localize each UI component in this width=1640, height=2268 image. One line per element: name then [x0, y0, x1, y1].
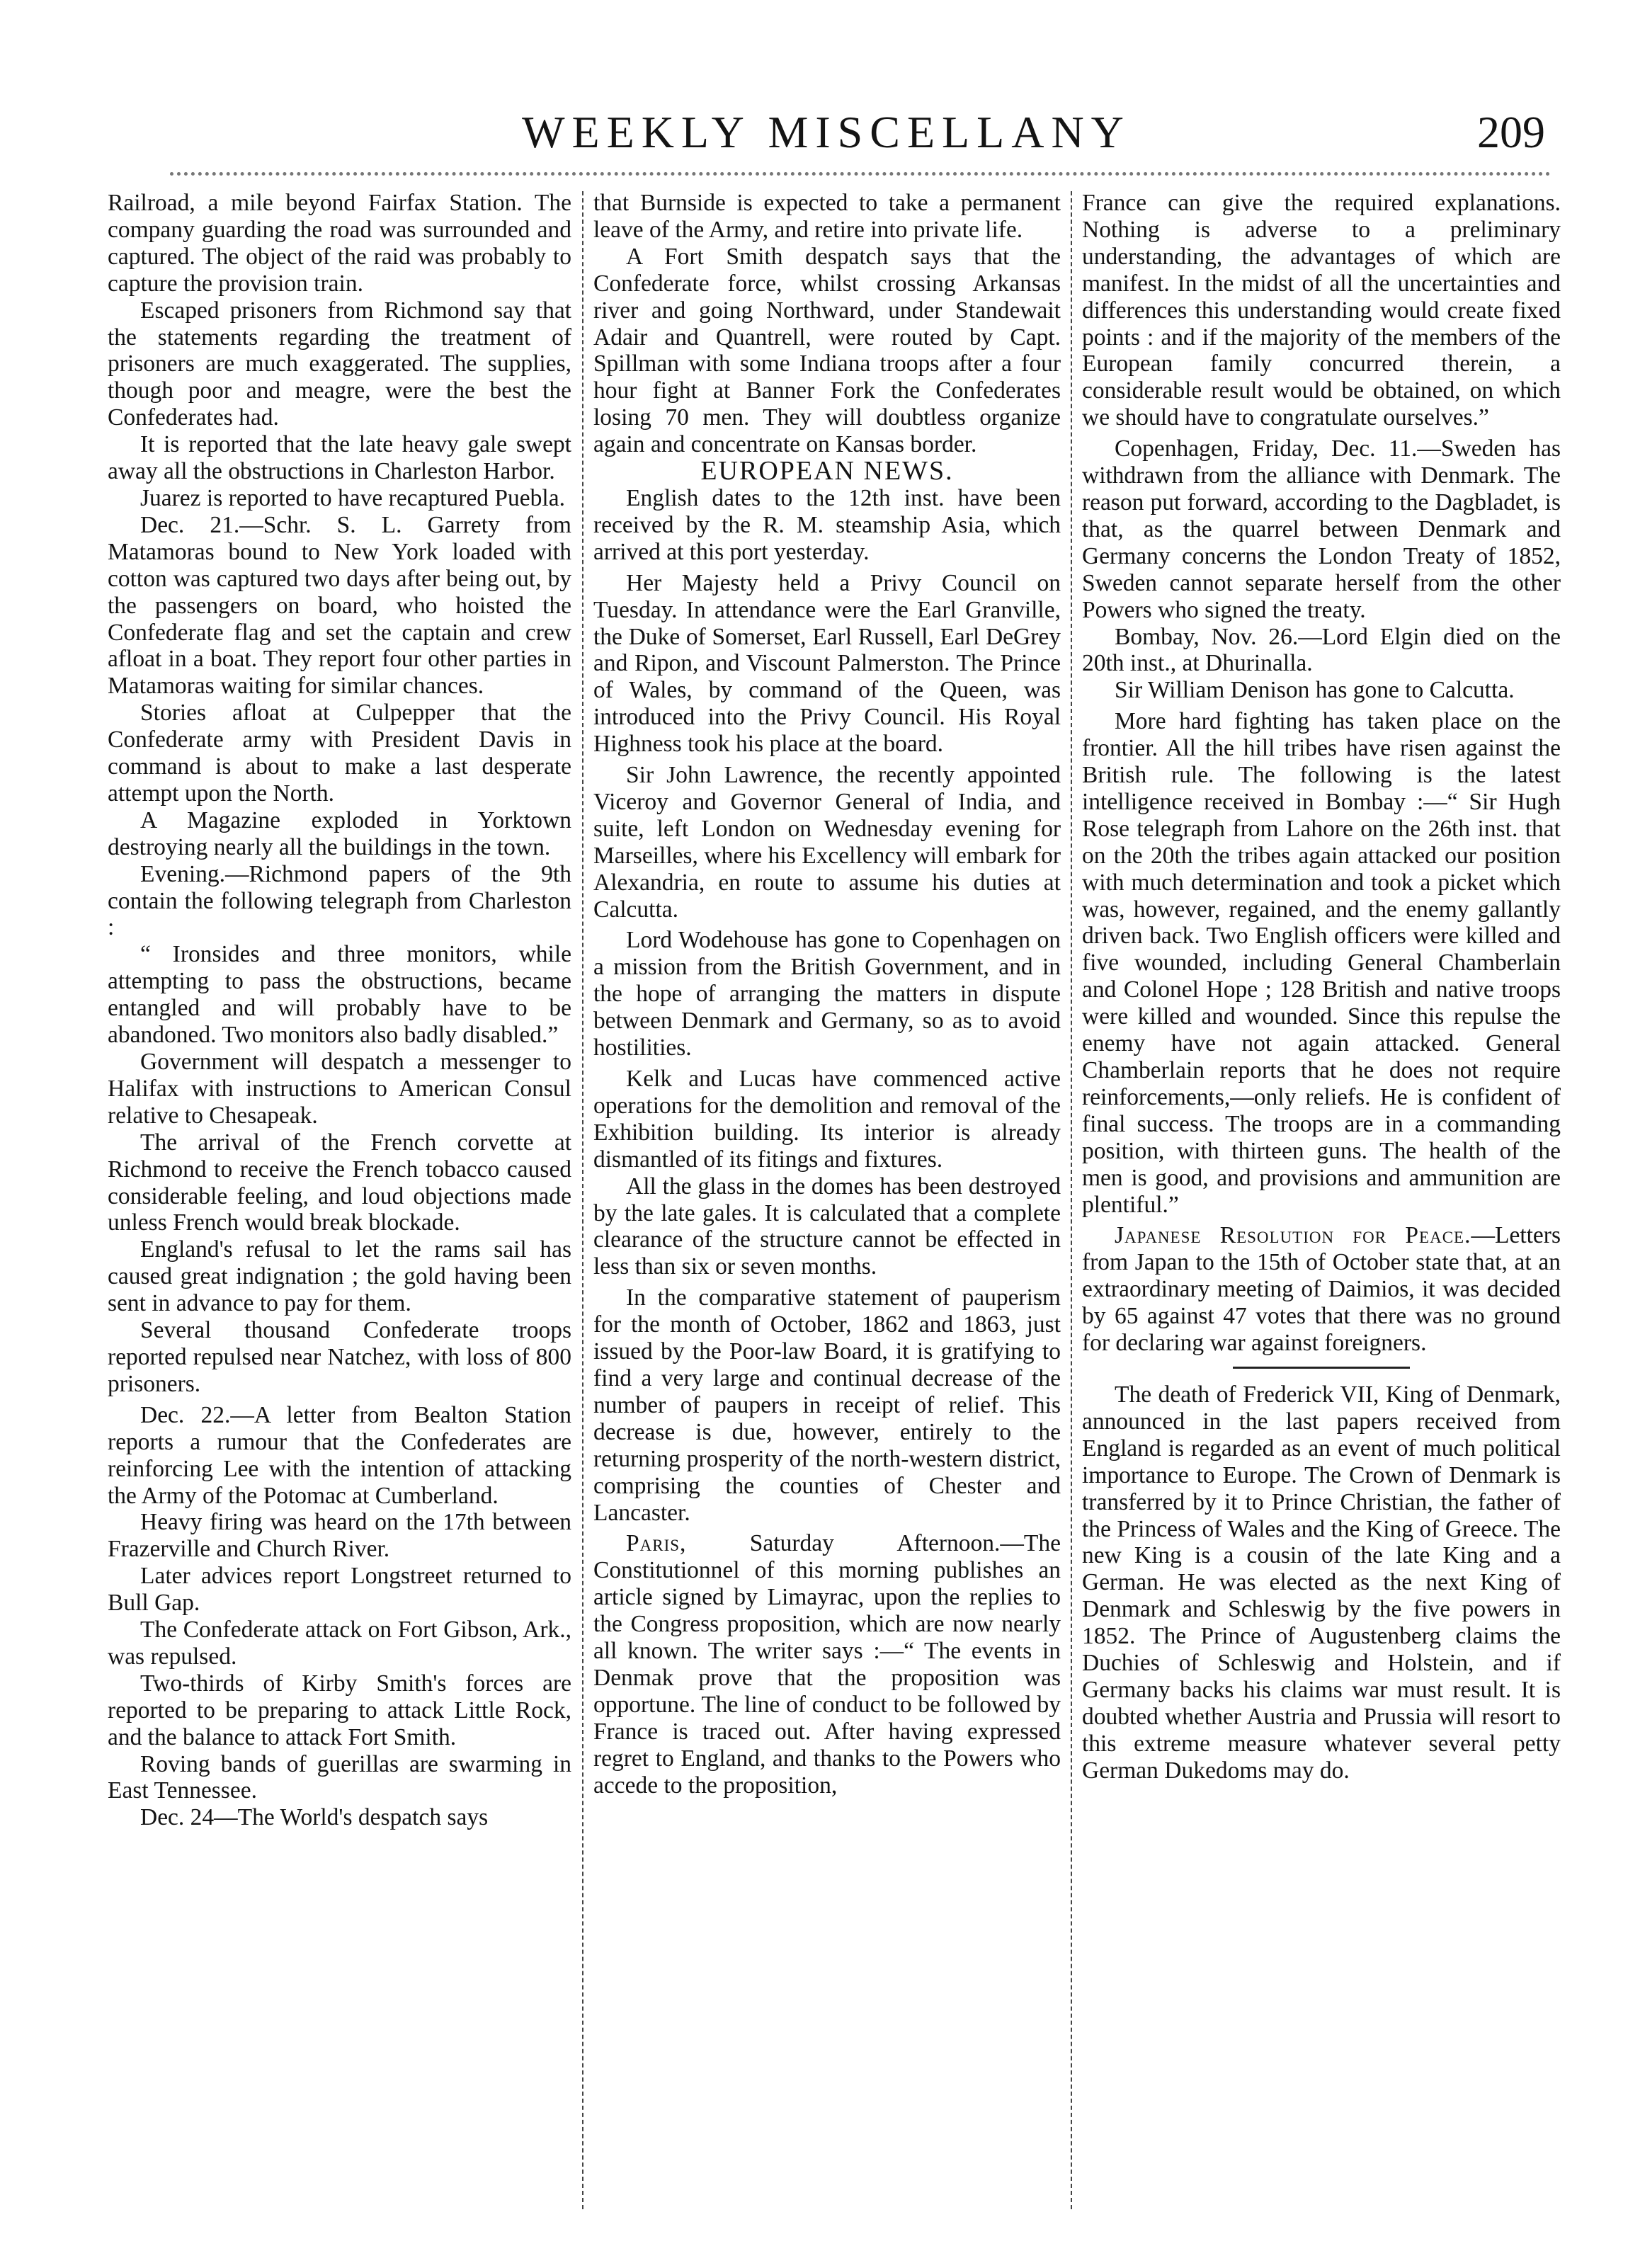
paragraph: Evening.—Richmond papers of the 9th contain the following telegraph from Charleston : — [108, 860, 571, 941]
paragraph: Escaped prisoners from Richmond say that the statements regarding the treatment of prisoners are much exaggerated. The supplies, though poor and meagre, were the best the Confederates had. — [108, 297, 571, 431]
section-heading: EUROPEAN NEWS. — [700, 456, 954, 486]
paragraph: Government will despatch a messenger to Halifax with instructions to American Consul relative to Chesapeak. — [108, 1049, 571, 1129]
paragraph: The arrival of the French corvette at Richmond to receive the French tobacco caused considerable feeling, and loud objections made unless French would break blockade. — [108, 1129, 571, 1236]
paragraph: Several thousand Confederate troops reported repulsed near Natchez, with loss of 800 prisoners. — [108, 1317, 571, 1397]
paragraph: Roving bands of guerillas are swarming in East Tennessee. — [108, 1750, 571, 1804]
paragraph: It is reported that the late heavy gale swept away all the obstructions in Charleston Harbor. — [108, 431, 571, 485]
column-3 — [1082, 190, 1561, 2229]
paragraph: Heavy firing was heard on the 17th between Frazerville and Church River. — [108, 1509, 571, 1563]
paragraph: A Magazine exploded in Yorktown destroying nearly all the buildings in the town. — [108, 807, 571, 860]
header-rule — [170, 172, 1551, 176]
page-header — [108, 106, 1545, 170]
paragraph: Kelk and Lucas have commenced active operations for the demolition and removal of the Exhibition building. Its interior is already dismantled of its fitings and fixtures. — [593, 1066, 1061, 1173]
paragraph: Railroad, a mile beyond Fairfax Station. The company guarding the road was surrounded and captured. The object of the raid was probably to capture the provision train. — [108, 190, 571, 297]
paragraph: Lord Wodehouse has gone to Copenhagen on a mission from the British Government, and in the hope of arranging the matters in dispute between Denmark and Germany, so as to avoid hostilities. — [593, 927, 1061, 1061]
paragraph: Later advices report Longstreet returned to Bull Gap. — [108, 1563, 571, 1617]
paragraph-text: —Letters from Japan to the 15th of October state that, at an extraordinary meeting of Daimios, it was decided by 65 against 47 votes that there was no ground for declaring war against foreigners. — [1082, 1222, 1561, 1357]
paragraph: Copenhagen, Friday, Dec. 11.—Sweden has withdrawn from the alliance with Denmark. The reason put forward, according to the Dagbladet, is that, as the quarrel between Denmark and Germany concerns the London Treaty of 1852, Sweden cannot separate herself from the other Powers who signed the treaty. — [1082, 435, 1561, 623]
page-number: 209 — [1477, 107, 1545, 157]
paragraph — [1082, 1222, 1561, 1357]
paragraph: Juarez is reported to have recaptured Puebla. — [140, 484, 565, 511]
paragraph: Two-thirds of Kirby Smith's forces are reported to be preparing to attack Little Rock, and the balance to attack Fort Smith. — [108, 1670, 571, 1750]
paragraph — [593, 1530, 1061, 1799]
column-1 — [108, 190, 571, 2229]
paragraph-text: , Saturday Afternoon.—The Constitutionnel of this morning publishes an article signed by Limayrac, upon the replies to the Congress proposition, which are now nearly all known. The writer says :—“ The events in Denmak prove that the proposition was opportune. The line of conduct to be followed by France is traced out. After having expressed regret to England, and thanks to the Powers who accede to the proposition, — [593, 1530, 1061, 1799]
paragraph: English dates to the 12th inst. have been received by the R. M. steamship Asia, which arrived at this port yesterday. — [593, 484, 1061, 565]
paragraph: The death of Frederick VII, King of Denmark, announced in the last papers received from England is regarded as an event of much political importance to Europe. The Crown of Denmark is transferred by it to Prince Christian, the father of the Princess of Wales and the King of Greece. The new King is a cousin of the late King and a German. He was elected as the next King of Denmark and Schleswig by the five powers in 1852. The Prince of Augustenberg claims the Duchies of Schleswig and Holstein, and if Germany backs his claims war must result. It is doubted whether Austria and Prussia will resort to this extreme measure whatever several petty German Dukedoms may do. — [1082, 1381, 1561, 1784]
paragraph: Dec. 22.—A letter from Bealton Station reports a rumour that the Confederates are reinforcing Lee with the intention of attacking the Army of the Potomac at Cumberland. — [108, 1401, 571, 1509]
paragraph: In the comparative statement of pauperism for the month of October, 1862 and 1863, just issued by the Poor-law Board, it is gratifying to find a very large and continual decrease of the number of paupers in receipt of relief. This decrease is due, however, entirely to the returning prosperity of the north-western district, comprising the counties of Chester and Lancaster. — [593, 1284, 1061, 1526]
paragraph: England's refusal to let the rams sail has caused great indignation ; the gold having been sent in advance to pay for them. — [108, 1236, 571, 1317]
section-rule — [1233, 1367, 1410, 1369]
paragraph: The Confederate attack on Fort Gibson, Ark., was repulsed. — [108, 1617, 571, 1670]
paragraph: Dec. 24—The World's despatch says — [140, 1804, 489, 1831]
article-lead: Japanese Resolution for Peace. — [1115, 1222, 1471, 1249]
running-title: WEEKLY MISCELLANY — [522, 107, 1131, 157]
column-divider — [1071, 191, 1072, 2209]
paragraph: France can give the required explanations. Nothing is adverse to a preliminary understanding, the advantages of which are manifest. In the midst of all the uncertainties and differences this understanding would create fixed points : and if the majority of the members of the European family concurred therein, a considerable result would be obtained, on which we should have to congratulate ourselves.” — [1082, 190, 1561, 431]
paragraph: Stories afloat at Culpepper that the Confederate army with President Davis in command is about to make a last desperate attempt upon the North. — [108, 700, 571, 807]
paragraph: that Burnside is expected to take a permanent leave of the Army, and retire into private life. — [593, 190, 1061, 243]
column-divider — [582, 191, 583, 2209]
dateline: Paris — [626, 1530, 681, 1557]
paragraph: Dec. 21.—Schr. S. L. Garrety from Matamoras bound to New York loaded with cotton was captured two days after being out, by the passengers on board, who hoisted the Confederate flag and set the captain and crew afloat in a boat. They report four other parties in Matamoras waiting for similar chances. — [108, 511, 571, 700]
paragraph: More hard fighting has taken place on the frontier. All the hill tribes have risen against the British rule. The following is the latest intelligence received in Bombay :—“ Sir Hugh Rose telegraph from Lahore on the 26th inst. that on the 20th the tribes again attacked our position with much determination and took a picket which was, however, regained, and the enemy gallantly driven back. Two English officers were killed and five wounded, including General Chamberlain and Colonel Hope ; 128 British and native troops were killed and wounded. Since this repulse the enemy have not again attacked. General Chamberlain reports that he does not require reinforcements,—only reliefs. He is confident of final success. The troops are in a commanding position, with thirteen guns. The health of the men is good, and provisions and ammunition are plentiful.” — [1082, 708, 1561, 1218]
paragraph: Sir John Lawrence, the recently appointed Viceroy and Governor General of India, and suite, left London on Wednesday evening for Marseilles, where his Excellency will embark for Alexandria, en route to assume his duties at Calcutta. — [593, 762, 1061, 923]
column-2 — [593, 190, 1061, 2229]
paragraph: All the glass in the domes has been destroyed by the late gales. It is calculated that a complete clearance of the structure cannot be effected in less than six or seven months. — [593, 1173, 1061, 1280]
paragraph: Sir William Denison has gone to Calcutta. — [1115, 677, 1515, 704]
paragraph: Her Majesty held a Privy Council on Tuesday. In attendance were the Earl Granville, the Duke of Somerset, Earl Russell, Earl DeGrey and Ripon, and Viscount Palmerston. The Prince of Wales, by command of the Queen, was introduced into the Privy Council. His Royal Highness took his place at the board. — [593, 569, 1061, 758]
quotation: “ Ironsides and three monitors, while attempting to pass the obstructions, became entangled and will probably have to be abandoned. Two monitors also badly disabled.” — [108, 941, 571, 1049]
paragraph: A Fort Smith despatch says that the Confederate force, whilst crossing Arkansas river and going Northward, under Standewait Adair and Quantrell, were routed by Capt. Spillman with some Indiana troops after a four hour fight at Banner Fork the Confederates losing 70 men. They will doubtless organize again and concentrate on Kansas border. — [593, 243, 1061, 458]
paragraph: Bombay, Nov. 26.—Lord Elgin died on the 20th inst., at Dhurinalla. — [1082, 623, 1561, 677]
